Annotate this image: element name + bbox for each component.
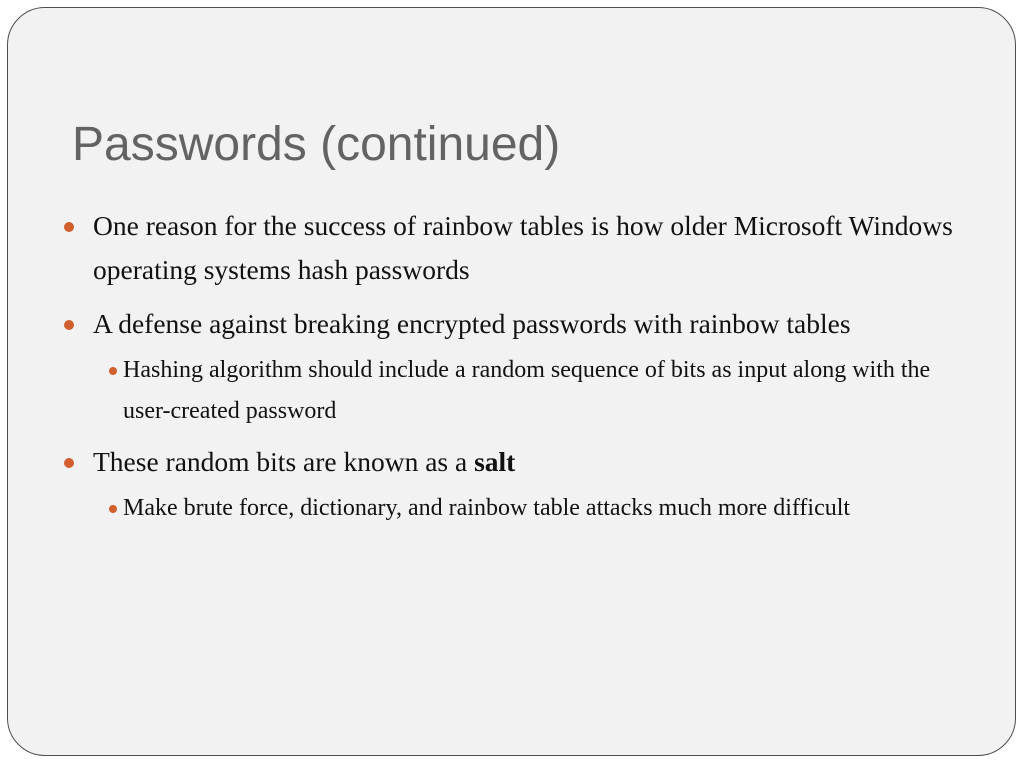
bullet-item-3 [60,440,960,484]
sub-bullet-dot-icon [109,367,117,375]
bullet-item-1 [60,204,960,292]
bullet-dot-icon [64,320,74,330]
bullet-text: One reason for the success of rainbow tables is how older Microsoft Windows operating systems hash passwords [93,210,953,285]
sub-bullet-item-3-1 [60,488,960,529]
sub-bullet-text: Hashing algorithm should include a random sequence of bits as input along with the user-created password [123,357,931,424]
sub-bullet-text: Make brute force, dictionary, and rainbow table attacks much more difficult [123,495,851,521]
slide-body [60,204,960,537]
bullet-text: A defense against breaking encrypted passwords with rainbow tables [93,308,851,339]
bullet-dot-icon [64,458,74,468]
slide [7,7,1016,756]
salt-term: salt [474,446,516,477]
sub-bullet-dot-icon [109,505,117,513]
bullet-dot-icon [64,222,74,232]
bullet-item-2 [60,302,960,346]
slide-title: Passwords (continued) [72,118,561,171]
bullet-text-prefix: These random bits are known as a [93,446,475,477]
sub-bullet-item-2-1 [60,350,960,432]
